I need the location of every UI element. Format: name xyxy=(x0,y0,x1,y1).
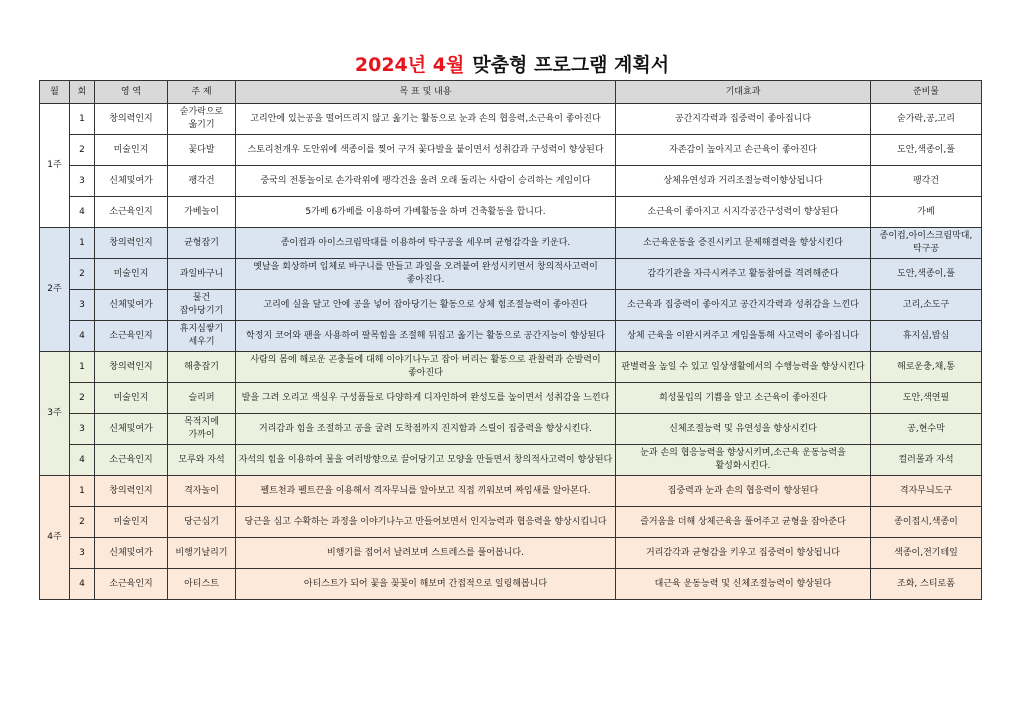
goal-cell: 발을 그려 오리고 색실우 구성품들로 다양하게 디자인하여 완성도를 높이면서 성취감을 느낀다 xyxy=(236,383,616,414)
topic-cell: 팽각건 xyxy=(168,166,236,197)
session-number: 2 xyxy=(70,383,95,414)
area-cell: 소근육인지 xyxy=(95,197,168,228)
topic-cell: 가베놀이 xyxy=(168,197,236,228)
materials-cell: 해로운충,채,통 xyxy=(871,352,982,383)
goal-cell: 아티스트가 되어 꽃을 꽂꽂이 해보며 간접적으로 일링해봅니다 xyxy=(236,569,616,600)
area-cell: 창의력인지 xyxy=(95,352,168,383)
topic-cell: 아티스트 xyxy=(168,569,236,600)
effect-cell: 대근육 운동능력 및 신체조절능력이 향상된다 xyxy=(616,569,871,600)
session-number: 3 xyxy=(70,414,95,445)
title-rest: 맞춤형 프로그램 계획서 xyxy=(472,54,670,76)
topic-cell: 물건 잡아당기기 xyxy=(168,290,236,321)
session-number: 4 xyxy=(70,569,95,600)
table-row xyxy=(40,166,982,197)
header-effect: 기대효과 xyxy=(616,81,871,104)
materials-cell: 가베 xyxy=(871,197,982,228)
goal-cell: 사람의 몸에 해로운 곤충들에 대해 이야기나누고 잡아 버리는 활동으로 관찰력과 순발력이 좋아진다 xyxy=(236,352,616,383)
session-number: 2 xyxy=(70,135,95,166)
session-number: 4 xyxy=(70,197,95,228)
topic-cell: 당근심기 xyxy=(168,507,236,538)
materials-cell: 고리,소도구 xyxy=(871,290,982,321)
table-row xyxy=(40,321,982,352)
effect-cell: 자존감이 높아지고 손근육이 좋아진다 xyxy=(616,135,871,166)
page-title xyxy=(0,50,1024,77)
effect-cell: 판별력을 높일 수 있고 일상생활에서의 수행능력을 향상시킨다 xyxy=(616,352,871,383)
materials-cell: 도안,색연필 xyxy=(871,383,982,414)
materials-cell: 컬러몰과 자석 xyxy=(871,445,982,476)
header-row xyxy=(40,81,982,104)
effect-cell: 소근육운동을 증진시키고 문제해결력을 향상시킨다 xyxy=(616,228,871,259)
session-number: 2 xyxy=(70,259,95,290)
topic-cell: 균형잡기 xyxy=(168,228,236,259)
topic-cell: 비행기날리기 xyxy=(168,538,236,569)
area-cell: 신체및여가 xyxy=(95,166,168,197)
table-row xyxy=(40,259,982,290)
materials-cell: 휴지심,밥심 xyxy=(871,321,982,352)
table-row xyxy=(40,290,982,321)
table-row xyxy=(40,104,982,135)
materials-cell: 공,현수막 xyxy=(871,414,982,445)
header-materials: 준비물 xyxy=(871,81,982,104)
table-row xyxy=(40,414,982,445)
goal-cell: 종이컵과 아이스크림막대를 이용하여 탁구공을 세우며 균형감각을 키운다. xyxy=(236,228,616,259)
week-label: 2주 xyxy=(40,228,70,352)
effect-cell: 눈과 손의 협응능력을 향상시키며,소근육 운동능력을 활성화시킨다. xyxy=(616,445,871,476)
effect-cell: 희성물입의 기쁨을 알고 소근육이 좋아진다 xyxy=(616,383,871,414)
header-session: 회 xyxy=(70,81,95,104)
effect-cell: 거리감각과 균형감을 키우고 집중력이 향상됩니다 xyxy=(616,538,871,569)
materials-cell: 도안,색종이,풀 xyxy=(871,259,982,290)
goal-cell: 고리에 실을 달고 안에 공을 넣어 잡아당기는 활동으로 상체 힘조절능력이 좋아진다 xyxy=(236,290,616,321)
topic-cell: 숟가락으로 옮기기 xyxy=(168,104,236,135)
area-cell: 창의력인지 xyxy=(95,476,168,507)
table-row xyxy=(40,476,982,507)
goal-cell: 5가베 6가베를 이용하여 가베활동을 하며 건축활동을 합니다. xyxy=(236,197,616,228)
effect-cell: 상체유연성과 거리조절능력이향상됩니다 xyxy=(616,166,871,197)
materials-cell: 팽각건 xyxy=(871,166,982,197)
topic-cell: 꽃다발 xyxy=(168,135,236,166)
header-area: 영 역 xyxy=(95,81,168,104)
program-plan-table xyxy=(39,80,982,600)
area-cell: 신체및여가 xyxy=(95,290,168,321)
effect-cell: 공간지각력과 집중력이 좋아집니다 xyxy=(616,104,871,135)
table-row xyxy=(40,569,982,600)
topic-cell: 과일바구니 xyxy=(168,259,236,290)
topic-cell: 휴지심쌓기 세우기 xyxy=(168,321,236,352)
area-cell: 소근육인지 xyxy=(95,445,168,476)
area-cell: 신체및여가 xyxy=(95,538,168,569)
effect-cell: 소근육이 좋아지고 시지각공간구성력이 향상된다 xyxy=(616,197,871,228)
topic-cell: 슬리퍼 xyxy=(168,383,236,414)
effect-cell: 집중력과 눈과 손의 협응력이 향상된다 xyxy=(616,476,871,507)
area-cell: 미술인지 xyxy=(95,383,168,414)
goal-cell: 펠트천과 펠트끈을 이용해서 격자무늬를 알아보고 직접 끼워보며 짜임새를 알아본다. xyxy=(236,476,616,507)
effect-cell: 감각기관을 자극시켜주고 활동참여를 격려해준다 xyxy=(616,259,871,290)
effect-cell: 상체 근육을 이완시켜주고 게임을통해 사고력이 좋아집니다 xyxy=(616,321,871,352)
session-number: 3 xyxy=(70,290,95,321)
area-cell: 미술인지 xyxy=(95,135,168,166)
session-number: 3 xyxy=(70,538,95,569)
materials-cell: 격자무늬도구 xyxy=(871,476,982,507)
session-number: 1 xyxy=(70,476,95,507)
goal-cell: 고리안에 있는공을 떨어뜨리지 않고 옮기는 활동으로 눈과 손의 협응력,소근육이 좋아진다 xyxy=(236,104,616,135)
session-number: 4 xyxy=(70,321,95,352)
area-cell: 소근육인지 xyxy=(95,321,168,352)
table-row xyxy=(40,197,982,228)
session-number: 1 xyxy=(70,104,95,135)
header-month: 월 xyxy=(40,81,70,104)
table-row xyxy=(40,135,982,166)
goal-cell: 옛날을 회상하며 입체로 바구니를 만들고 과일을 오려붙여 완성시키면서 창의적사고력이 좋아진다. xyxy=(236,259,616,290)
session-number: 2 xyxy=(70,507,95,538)
table-row xyxy=(40,507,982,538)
session-number: 1 xyxy=(70,228,95,259)
topic-cell: 목적지에 가까이 xyxy=(168,414,236,445)
area-cell: 신체및여가 xyxy=(95,414,168,445)
title-year-month: 2024년 4월 xyxy=(354,54,465,76)
effect-cell: 즐거움을 더해 상체근육을 풀어주고 균형을 잡아준다 xyxy=(616,507,871,538)
area-cell: 미술인지 xyxy=(95,259,168,290)
area-cell: 미술인지 xyxy=(95,507,168,538)
materials-cell: 종이접시,색종이 xyxy=(871,507,982,538)
table-row xyxy=(40,228,982,259)
week-label: 4주 xyxy=(40,476,70,600)
goal-cell: 비행기를 접어서 날려보며 스트레스를 풀어봅니다. xyxy=(236,538,616,569)
goal-cell: 중국의 전통놀이로 손가락위에 팽각건을 올려 오래 돌리는 사람이 승리하는 게임이다 xyxy=(236,166,616,197)
table-row xyxy=(40,383,982,414)
topic-cell: 격자놀이 xyxy=(168,476,236,507)
goal-cell: 거리감과 힘을 조절하고 공을 굴려 도착점까지 진지함과 스릴이 집중력을 향상시킨다. xyxy=(236,414,616,445)
goal-cell: 스토리천개우 도안위에 색종이를 찢어 구겨 꽃다발을 붙이면서 성취감과 구성력이 향상된다 xyxy=(236,135,616,166)
materials-cell: 도안,색종이,풀 xyxy=(871,135,982,166)
session-number: 4 xyxy=(70,445,95,476)
area-cell: 창의력인지 xyxy=(95,104,168,135)
session-number: 1 xyxy=(70,352,95,383)
effect-cell: 신체조절능력 및 유연성을 향상시킨다 xyxy=(616,414,871,445)
effect-cell: 소근육과 집중력이 좋아지고 공간지각력과 성취감을 느낀다 xyxy=(616,290,871,321)
materials-cell: 종이컵,아이스크림막대, 탁구공 xyxy=(871,228,982,259)
header-goal: 목 표 및 내용 xyxy=(236,81,616,104)
goal-cell: 당근을 심고 수확하는 과정을 이야기나누고 만들어보면서 인지능력과 협응력을 향상시킵니다 xyxy=(236,507,616,538)
topic-cell: 모루와 자석 xyxy=(168,445,236,476)
goal-cell: 학정지 코어와 팬을 사용하여 팔목힘을 조절해 뒤집고 옮기는 활동으로 공간지능이 향상된다 xyxy=(236,321,616,352)
area-cell: 창의력인지 xyxy=(95,228,168,259)
area-cell: 소근육인지 xyxy=(95,569,168,600)
table-row xyxy=(40,538,982,569)
table-row xyxy=(40,445,982,476)
materials-cell: 색종이,전기테잎 xyxy=(871,538,982,569)
week-label: 1주 xyxy=(40,104,70,228)
materials-cell: 숟가락,공,고리 xyxy=(871,104,982,135)
materials-cell: 조화, 스티로폼 xyxy=(871,569,982,600)
session-number: 3 xyxy=(70,166,95,197)
topic-cell: 해충잡기 xyxy=(168,352,236,383)
table-row xyxy=(40,352,982,383)
header-topic: 주 제 xyxy=(168,81,236,104)
week-label: 3주 xyxy=(40,352,70,476)
goal-cell: 자석의 힘을 이용하여 물을 여러방향으로 끌어당기고 모양을 만들면서 창의적사고력이 향상된다 xyxy=(236,445,616,476)
